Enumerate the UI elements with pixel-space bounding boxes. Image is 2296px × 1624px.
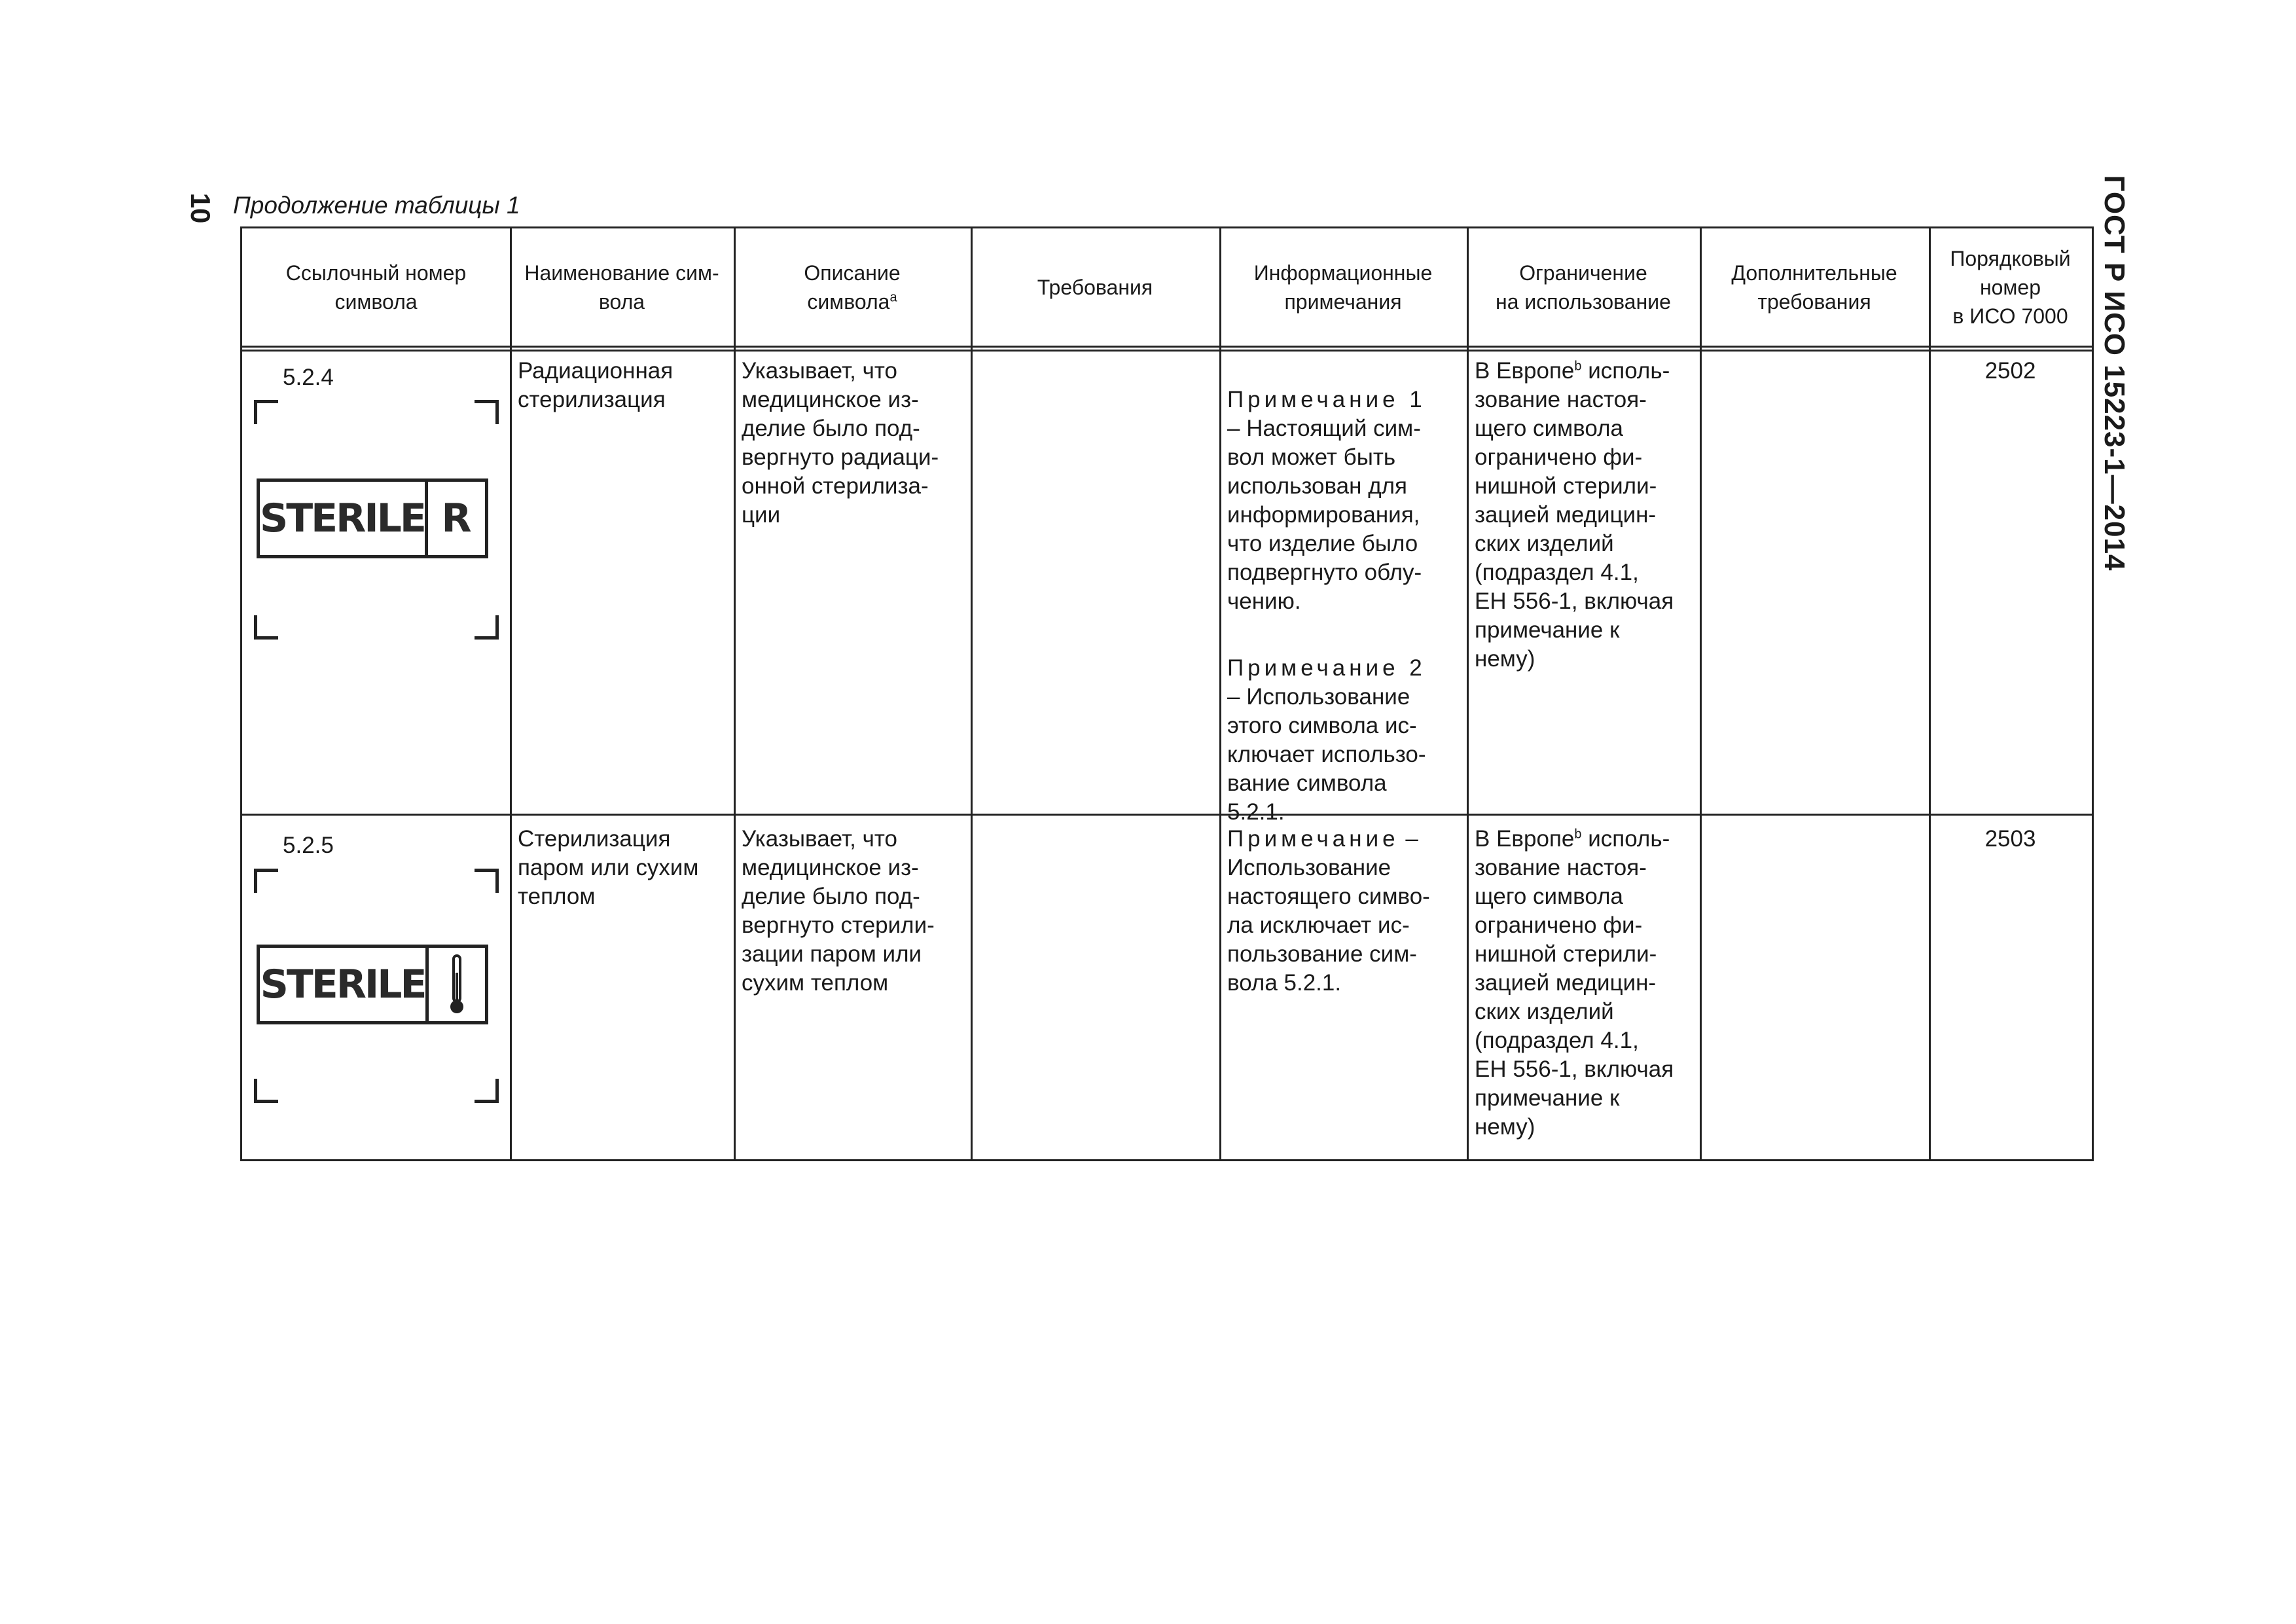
sterile-label: STERILE <box>260 962 425 1007</box>
iso-7000-number: 2503 <box>1984 826 2036 852</box>
thermometer-icon <box>425 948 485 1021</box>
info-notes: Примечание – Использование настоящего симво- ла исключает ис- пользование сим- вола 5.2.1. <box>1227 826 1430 996</box>
usage-restriction: В Европе$^b$ исполь- зование настоя- щего символа ограничено фи- нишной стерили- зацией медицин- ских изделий (подраздел 4.1, ЕН 556-1, включая примечание к нему) <box>1475 826 1674 1140</box>
sterile-r-symbol <box>254 400 499 640</box>
info-notes <box>1219 350 1467 862</box>
header-usage-restriction: Ограничение на использование <box>1496 261 1671 314</box>
symbol-name: Стерилизация паром или сухим теплом <box>518 826 699 909</box>
header-requirements: Требования <box>1037 275 1153 299</box>
usage-restriction: В Европе$^b$ исполь- зование настоя- щего символа ограничено фи- нишной стерили- зацией медицин- ских изделий (подраздел 4.1, ЕН 556-1, включая примечание к нему) <box>1475 358 1674 672</box>
document-designation: ГОСТ Р ИСО 15223-1—2014 <box>2098 175 2130 571</box>
additional-requirements-cell <box>1700 818 1929 831</box>
header-iso-7000-number: Порядковый номер в ИСО 7000 <box>1950 246 2071 328</box>
page-number: 10 <box>185 192 216 224</box>
requirements-cell <box>971 350 1219 363</box>
table-row-ref-number: 5.2.5 <box>283 833 334 858</box>
symbol-description: Указывает, что медицинское из- делие было под- вергнуто стерили- зации паром или сухим теплом <box>742 826 935 996</box>
header-divider <box>242 346 2092 348</box>
symbol-name: Радиационная стерилизация <box>518 358 673 412</box>
header-info-notes: Информационные примечания <box>1253 261 1433 314</box>
table-row-ref-number: 5.2.4 <box>283 365 334 390</box>
column-divider <box>971 228 973 1159</box>
note-2: Примечание 2 – Использование этого символа ис- ключает использо- вание символа 5.2.1. <box>1227 655 1426 825</box>
header-symbol-name: Наименование сим- вола <box>524 261 719 314</box>
sterile-label: STERILE <box>260 496 425 541</box>
column-divider <box>1700 228 1702 1159</box>
row-divider <box>242 814 2092 816</box>
sterile-steam-symbol <box>254 869 499 1103</box>
header-ref-number: Ссылочный номер символа <box>285 261 467 314</box>
requirements-cell <box>971 818 1219 831</box>
note-1: Примечание 1 – Настоящий сим- вол может быть использован для информирования, что изделие было подвергнуто облу- чению. <box>1227 387 1426 614</box>
symbol-description: Указывает, что медицинское из- делие было под- вергнуто радиаци- онной стерилиза- ции <box>742 358 939 528</box>
letter-r-radiation-mark-icon: R <box>425 482 485 555</box>
additional-requirements-cell <box>1700 350 1929 363</box>
symbols-table <box>240 226 2094 1161</box>
header-symbol-description: Описание символа$^a$ <box>804 261 901 314</box>
table-caption: Продолжение таблицы 1 <box>233 192 520 219</box>
iso-7000-number: 2502 <box>1984 358 2036 384</box>
header-additional-requirements: Дополнительные требования <box>1731 261 1897 314</box>
